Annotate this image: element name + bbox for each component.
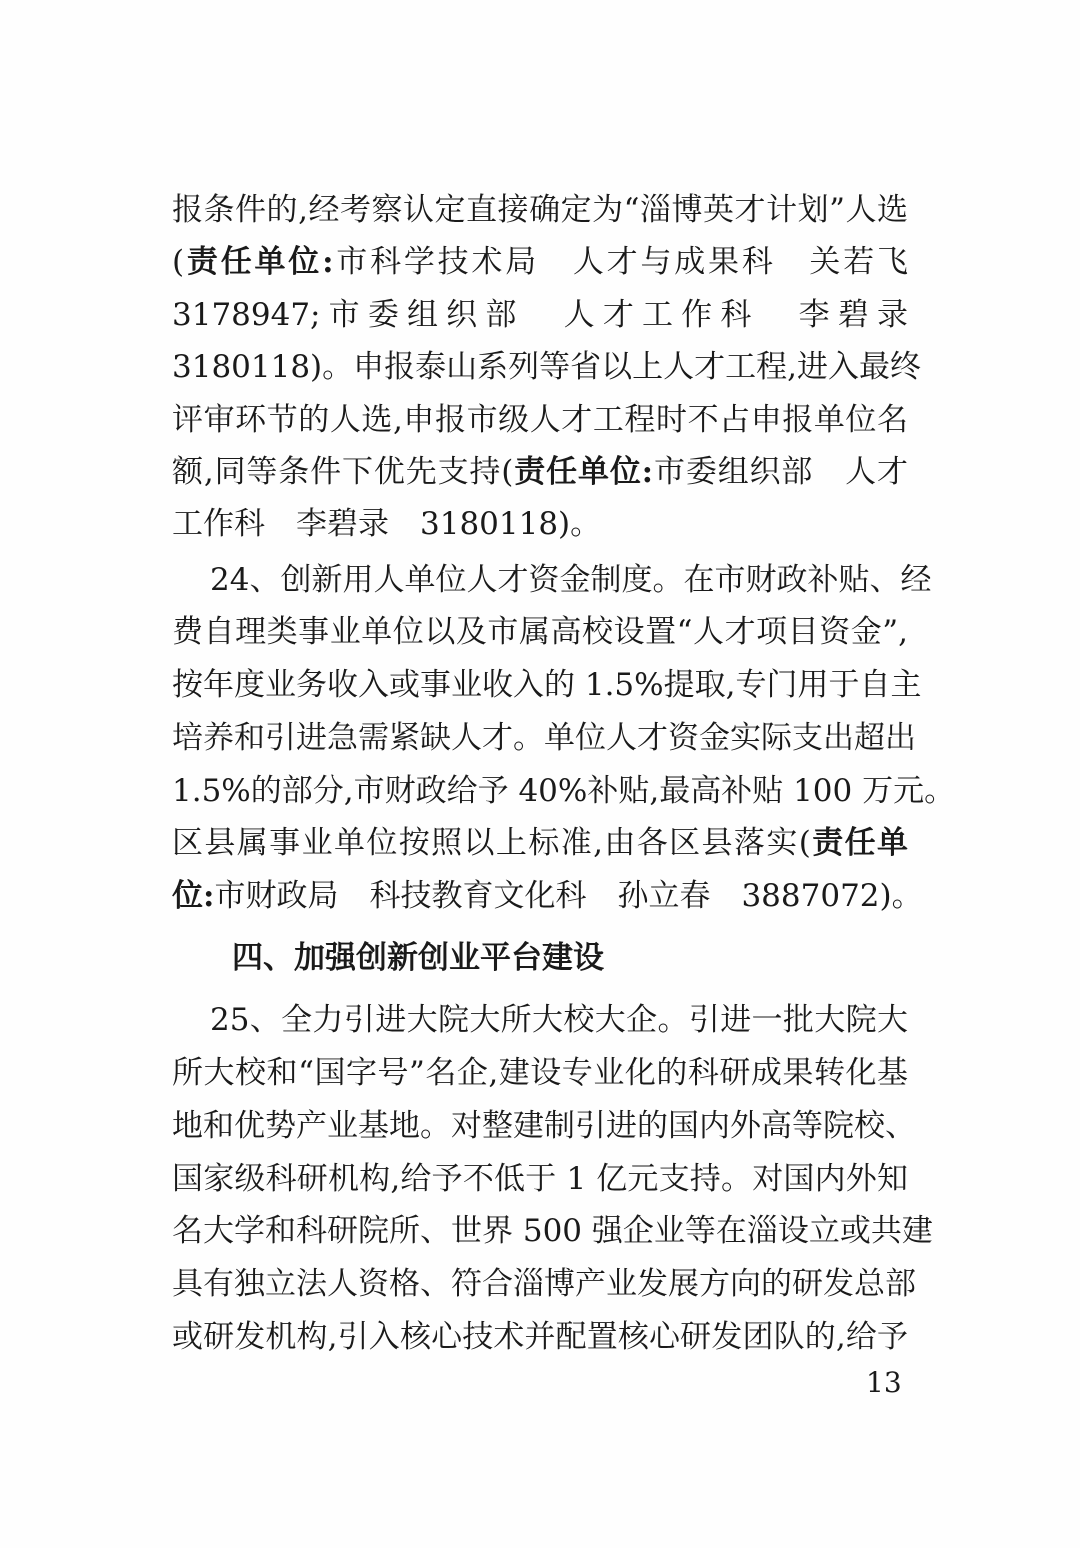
text-segment: 市科学技术局 人才与成果科 关若飞 xyxy=(333,244,908,280)
text-line xyxy=(172,240,908,284)
text-segment: 25、全力引进大院大所大校大企。引进一批大院大 xyxy=(210,1002,908,1038)
bold-label: 位: xyxy=(172,878,215,914)
text-segment: 评审环节的人选,申报市级人才工程时不占申报单位名 xyxy=(172,402,908,438)
text-segment: 额,同等条件下优先支持( xyxy=(172,454,514,490)
text-line xyxy=(172,1157,908,1201)
text-segment: 或研发机构,引入核心技术并配置核心研发团队的,给予 xyxy=(172,1319,908,1355)
text-line xyxy=(172,345,922,389)
text-segment: 区县属事业单位按照以上标准,由各区县落实( xyxy=(172,825,811,861)
text-segment: 24、创新用人单位人才资金制度。在市财政补贴、经 xyxy=(210,562,932,598)
text-line xyxy=(172,610,908,654)
text-line xyxy=(172,663,922,707)
text-line xyxy=(210,998,908,1042)
text-line xyxy=(172,1209,933,1253)
text-line xyxy=(172,716,916,760)
text-segment: 按年度业务收入或事业收入的 1.5%提取,专门用于自主 xyxy=(172,667,922,703)
text-segment: 国家级科研机构,给予不低于 1 亿元支持。对国内外知 xyxy=(172,1161,908,1197)
bold-label: 责任单位: xyxy=(184,244,334,280)
text-line xyxy=(172,398,908,442)
text-segment: ( xyxy=(172,244,185,280)
text-line xyxy=(172,450,908,494)
text-segment: 市财政局 科技教育文化科 孙立春 3887072)。 xyxy=(214,878,923,914)
text-line xyxy=(172,874,923,918)
text-segment: 费自理类事业单位以及市属高校设置“人才项目资金”, xyxy=(172,614,908,650)
text-line xyxy=(172,1104,916,1148)
text-segment: 工作科 李碧录 3180118)。 xyxy=(172,506,602,542)
page-number: 13 xyxy=(866,1366,902,1399)
text-segment: 报条件的,经考察认定直接确定为“淄博英才计划”人选 xyxy=(172,192,908,228)
text-segment: 四、加强创新创业平台建设 xyxy=(232,940,604,976)
text-segment: 3180118)。申报泰山系列等省以上人才工程,进入最终 xyxy=(172,349,922,385)
text-line xyxy=(172,1315,908,1359)
text-segment: 1.5%的部分,市财政给予 40%补贴,最高补贴 100 万元。 xyxy=(172,773,956,809)
text-segment: 市委组织部 人才 xyxy=(653,454,908,490)
text-line xyxy=(172,769,956,813)
bold-label: 责任单 xyxy=(810,825,909,861)
text-segment: 培养和引进急需紧缺人才。单位人才资金实际支出超出 xyxy=(172,720,916,756)
section-heading xyxy=(232,936,604,980)
text-line xyxy=(172,1051,908,1095)
text-line xyxy=(172,821,908,865)
text-segment: 所大校和“国字号”名企,建设专业化的科研成果转化基 xyxy=(172,1055,908,1091)
text-line xyxy=(172,1262,916,1306)
text-line xyxy=(210,558,932,602)
text-line xyxy=(172,502,601,546)
text-line xyxy=(172,188,908,232)
bold-label: 责任单位: xyxy=(513,454,654,490)
text-segment: 地和优势产业基地。对整建制引进的国内外高等院校、 xyxy=(172,1108,916,1144)
text-segment: 3178947;市委组织部 人才工作科 李碧录 xyxy=(172,297,908,333)
text-segment: 名大学和科研院所、世界 500 强企业等在淄设立或共建 xyxy=(172,1213,933,1249)
text-segment: 具有独立法人资格、符合淄博产业发展方向的研发总部 xyxy=(172,1266,916,1302)
text-line xyxy=(172,293,908,337)
